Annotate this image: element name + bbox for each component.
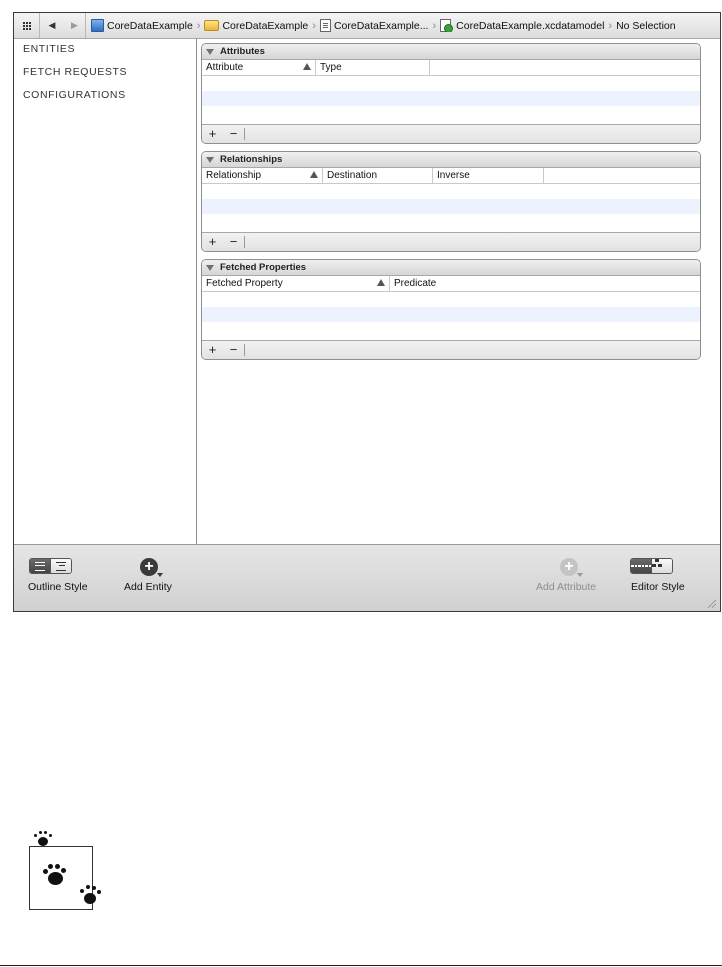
attributes-footer <box>202 124 700 143</box>
editor-bottom-toolbar <box>14 544 720 612</box>
forward-arrow-icon: ▶ <box>71 20 78 30</box>
page-divider <box>0 965 722 966</box>
sort-ascending-icon <box>303 63 311 70</box>
editor-style-label: Editor Style <box>631 581 685 593</box>
table-row <box>202 184 700 199</box>
datamodel-file-icon <box>440 19 451 32</box>
relationships-panel <box>201 151 701 252</box>
outline-sidebar <box>14 39 197 544</box>
hierarchical-outline-button[interactable] <box>50 559 71 573</box>
breadcrumb-group[interactable]: CoreDataExample <box>204 20 308 32</box>
paw-toe-icon <box>39 831 42 834</box>
outline-style-label: Outline Style <box>28 581 88 593</box>
list-icon <box>35 562 45 571</box>
table-row <box>202 199 700 214</box>
outline-style-control[interactable] <box>29 558 72 574</box>
table-row <box>202 106 700 121</box>
column-header-relationship[interactable]: Relationship <box>202 168 323 183</box>
divider <box>244 344 245 356</box>
table-style-button[interactable] <box>631 559 651 573</box>
paw-toe-icon <box>80 889 84 893</box>
add-attribute-label: Add Attribute <box>536 581 597 593</box>
flat-outline-button[interactable] <box>30 559 50 573</box>
relationships-footer <box>202 232 700 251</box>
file-icon <box>320 19 331 32</box>
attributes-header[interactable] <box>202 44 700 60</box>
resize-grip-icon[interactable] <box>708 600 716 608</box>
relationships-column-headers <box>202 168 700 184</box>
paw-toe-icon <box>44 831 47 834</box>
table-row <box>202 307 700 322</box>
disclosure-triangle-icon <box>206 157 214 163</box>
relationships-title: Relationships <box>220 154 283 165</box>
plus-circle-icon: + <box>564 558 574 575</box>
divider <box>244 128 245 140</box>
plus-circle-icon: + <box>144 558 154 575</box>
sidebar-item-configurations[interactable]: CONFIGURATIONS <box>23 89 126 101</box>
paw-toe-icon <box>86 885 90 889</box>
table-row <box>202 91 700 106</box>
back-arrow-icon: ◀ <box>48 20 56 30</box>
attributes-panel <box>201 43 701 144</box>
project-icon <box>91 19 104 32</box>
dropdown-caret-icon <box>157 573 163 577</box>
breadcrumb-project[interactable]: CoreDataExample <box>91 19 193 32</box>
fetched-properties-panel <box>201 259 701 360</box>
chevron-right-icon: › <box>608 19 613 32</box>
remove-attribute-button[interactable]: − <box>229 126 238 141</box>
fetched-properties-footer <box>202 340 700 359</box>
paw-toe-icon <box>34 834 37 837</box>
relationships-header[interactable] <box>202 152 700 168</box>
back-button[interactable] <box>40 13 64 38</box>
add-entity-button[interactable] <box>140 558 158 576</box>
chevron-right-icon: › <box>196 19 201 32</box>
remove-relationship-button[interactable]: − <box>229 234 238 249</box>
folder-icon <box>204 20 219 31</box>
editor-style-control[interactable] <box>630 558 673 574</box>
add-entity-label: Add Entity <box>124 581 172 593</box>
attributes-title: Attributes <box>220 46 265 57</box>
column-header-fetched-property[interactable]: Fetched Property <box>202 276 390 291</box>
table-row <box>202 76 700 91</box>
jump-bar <box>14 13 720 39</box>
add-relationship-button[interactable]: + <box>208 234 217 249</box>
table-row <box>202 214 700 229</box>
dropdown-caret-icon <box>577 573 583 577</box>
disclosure-triangle-icon <box>206 265 214 271</box>
sort-ascending-icon <box>377 279 385 286</box>
indented-list-icon <box>56 562 66 571</box>
breadcrumb-selection[interactable]: No Selection <box>616 19 676 32</box>
graph-style-button[interactable] <box>651 559 672 573</box>
table-row <box>202 322 700 337</box>
fetched-properties-title: Fetched Properties <box>220 262 307 273</box>
remove-fetched-property-button[interactable]: − <box>229 342 238 357</box>
add-attribute-plus-button[interactable]: + <box>208 126 217 141</box>
paw-toe-icon <box>97 890 101 894</box>
paw-toe-icon <box>49 834 52 837</box>
sort-ascending-icon <box>310 171 318 178</box>
add-attribute-button[interactable] <box>560 558 578 576</box>
fetched-properties-header[interactable] <box>202 260 700 276</box>
column-header-predicate[interactable]: Predicate <box>394 278 437 289</box>
paw-toe-icon <box>92 886 96 890</box>
breadcrumb-model-file[interactable]: CoreDataExample.xcdatamodel <box>440 19 604 32</box>
column-header-attribute[interactable]: Attribute <box>202 60 316 75</box>
paw-print-icon <box>84 893 96 904</box>
table-row <box>202 292 700 307</box>
attributes-column-headers <box>202 60 700 76</box>
chevron-right-icon: › <box>312 19 316 32</box>
column-header-inverse[interactable]: Inverse <box>433 168 544 183</box>
chevron-right-icon: › <box>432 19 437 32</box>
disclosure-triangle-icon <box>206 49 214 55</box>
sidebar-item-entities[interactable]: ENTITIES <box>23 43 76 55</box>
xcode-data-model-editor <box>13 12 721 612</box>
sidebar-item-fetch-requests[interactable]: FETCH REQUESTS <box>23 66 128 78</box>
graph-icon <box>652 559 672 573</box>
add-fetched-property-button[interactable]: + <box>208 342 217 357</box>
breadcrumb-model-bundle[interactable]: CoreDataExample... <box>320 19 429 32</box>
column-header-destination[interactable]: Destination <box>323 168 433 183</box>
divider <box>244 236 245 248</box>
breadcrumb <box>86 19 676 32</box>
table-grid-icon <box>631 559 651 573</box>
grid-icon <box>23 22 31 30</box>
paw-print-icon <box>38 837 48 846</box>
column-header-type[interactable]: Type <box>316 60 430 75</box>
forward-button[interactable] <box>64 13 86 38</box>
related-items-button[interactable] <box>14 13 40 38</box>
fetched-properties-column-headers <box>202 276 700 292</box>
